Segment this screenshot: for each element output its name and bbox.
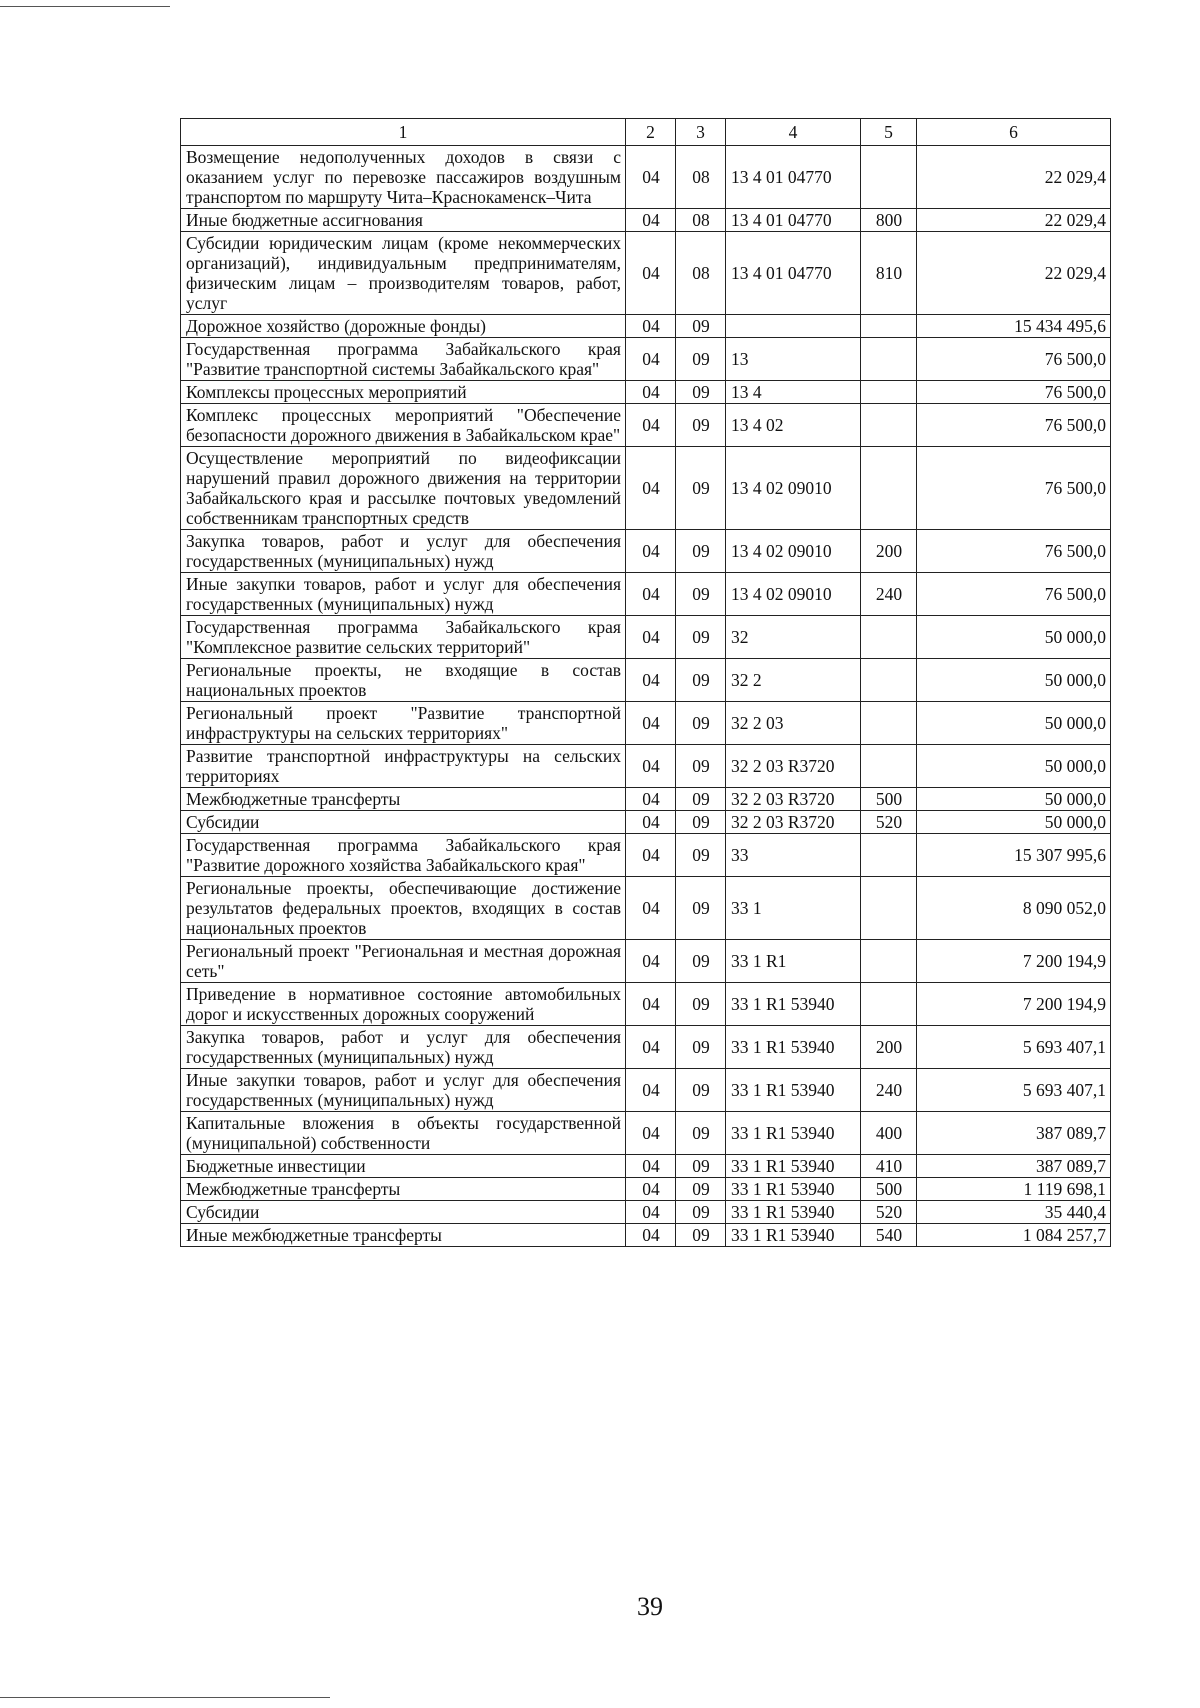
cell-section: 04 bbox=[626, 1201, 676, 1224]
cell-name: Субсидии bbox=[181, 1201, 626, 1224]
table-row bbox=[181, 983, 1111, 1026]
cell-sum: 7 200 194,9 bbox=[917, 983, 1111, 1026]
cell-article: 33 1 R1 53940 bbox=[726, 1026, 861, 1069]
cell-name: Иные закупки товаров, работ и услуг для обеспечения государственных (муниципальных) нужд bbox=[181, 1069, 626, 1112]
cell-expense-type: 800 bbox=[861, 209, 917, 232]
cell-expense-type: 520 bbox=[861, 811, 917, 834]
table-row bbox=[181, 146, 1111, 209]
cell-article: 32 2 03 R3720 bbox=[726, 745, 861, 788]
cell-article: 13 4 02 bbox=[726, 404, 861, 447]
cell-subsection: 09 bbox=[676, 1201, 726, 1224]
table-row bbox=[181, 940, 1111, 983]
cell-sum: 1 119 698,1 bbox=[917, 1178, 1111, 1201]
cell-subsection: 09 bbox=[676, 659, 726, 702]
cell-expense-type bbox=[861, 381, 917, 404]
cell-article: 32 bbox=[726, 616, 861, 659]
cell-name: Развитие транспортной инфраструктуры на сельских территориях bbox=[181, 745, 626, 788]
cell-section: 04 bbox=[626, 702, 676, 745]
cell-article: 13 4 01 04770 bbox=[726, 209, 861, 232]
cell-expense-type bbox=[861, 834, 917, 877]
cell-section: 04 bbox=[626, 834, 676, 877]
cell-subsection: 09 bbox=[676, 315, 726, 338]
cell-expense-type: 400 bbox=[861, 1112, 917, 1155]
cell-subsection: 09 bbox=[676, 573, 726, 616]
cell-subsection: 09 bbox=[676, 1224, 726, 1247]
cell-section: 04 bbox=[626, 530, 676, 573]
table-row bbox=[181, 659, 1111, 702]
cell-section: 04 bbox=[626, 209, 676, 232]
table-row bbox=[181, 1224, 1111, 1247]
table-row bbox=[181, 1155, 1111, 1178]
cell-expense-type bbox=[861, 940, 917, 983]
header-col-3: 3 bbox=[676, 119, 726, 146]
table-row bbox=[181, 834, 1111, 877]
cell-sum: 76 500,0 bbox=[917, 530, 1111, 573]
cell-name: Приведение в нормативное состояние автомобильных дорог и искусственных дорожных сооружений bbox=[181, 983, 626, 1026]
cell-sum: 50 000,0 bbox=[917, 659, 1111, 702]
cell-sum: 76 500,0 bbox=[917, 573, 1111, 616]
cell-expense-type: 240 bbox=[861, 1069, 917, 1112]
budget-table bbox=[180, 118, 1111, 1247]
cell-expense-type bbox=[861, 659, 917, 702]
cell-name: Осуществление мероприятий по видеофиксации нарушений правил дорожного движения на территории Забайкальского края и рассылке почтовых уведомлений собственникам транспортных средств bbox=[181, 447, 626, 530]
cell-name: Закупка товаров, работ и услуг для обеспечения государственных (муниципальных) нужд bbox=[181, 1026, 626, 1069]
cell-sum: 1 084 257,7 bbox=[917, 1224, 1111, 1247]
table-row bbox=[181, 1112, 1111, 1155]
page-number: 39 bbox=[637, 1592, 663, 1621]
cell-article: 33 1 R1 53940 bbox=[726, 1224, 861, 1247]
cell-sum: 15 434 495,6 bbox=[917, 315, 1111, 338]
cell-subsection: 09 bbox=[676, 381, 726, 404]
cell-article: 13 4 02 09010 bbox=[726, 530, 861, 573]
cell-sum: 50 000,0 bbox=[917, 616, 1111, 659]
cell-article: 33 bbox=[726, 834, 861, 877]
table-row bbox=[181, 1069, 1111, 1112]
scan-edge-line-bottom bbox=[0, 1697, 330, 1698]
cell-expense-type: 500 bbox=[861, 1178, 917, 1201]
cell-subsection: 09 bbox=[676, 404, 726, 447]
cell-expense-type: 520 bbox=[861, 1201, 917, 1224]
cell-expense-type bbox=[861, 877, 917, 940]
cell-subsection: 09 bbox=[676, 338, 726, 381]
table-row bbox=[181, 788, 1111, 811]
cell-sum: 8 090 052,0 bbox=[917, 877, 1111, 940]
cell-name: Закупка товаров, работ и услуг для обеспечения государственных (муниципальных) нужд bbox=[181, 530, 626, 573]
cell-article: 13 4 bbox=[726, 381, 861, 404]
cell-sum: 76 500,0 bbox=[917, 381, 1111, 404]
cell-name: Государственная программа Забайкальского края "Развитие дорожного хозяйства Забайкальского края" bbox=[181, 834, 626, 877]
cell-name: Межбюджетные трансферты bbox=[181, 1178, 626, 1201]
cell-section: 04 bbox=[626, 404, 676, 447]
cell-subsection: 09 bbox=[676, 1155, 726, 1178]
scan-edge-line-top bbox=[0, 6, 170, 7]
cell-expense-type bbox=[861, 404, 917, 447]
cell-name: Региональный проект "Региональная и местная дорожная сеть" bbox=[181, 940, 626, 983]
table-row bbox=[181, 616, 1111, 659]
cell-name: Бюджетные инвестиции bbox=[181, 1155, 626, 1178]
cell-name: Государственная программа Забайкальского края "Комплексное развитие сельских территорий" bbox=[181, 616, 626, 659]
cell-section: 04 bbox=[626, 338, 676, 381]
cell-sum: 15 307 995,6 bbox=[917, 834, 1111, 877]
cell-expense-type bbox=[861, 315, 917, 338]
cell-name: Возмещение недополученных доходов в связи с оказанием услуг по перевозке пассажиров воздушным транспортом по маршруту Чита–Краснокаменск–Чита bbox=[181, 146, 626, 209]
table-row bbox=[181, 232, 1111, 315]
table-row bbox=[181, 338, 1111, 381]
cell-expense-type bbox=[861, 983, 917, 1026]
cell-section: 04 bbox=[626, 1178, 676, 1201]
cell-name: Дорожное хозяйство (дорожные фонды) bbox=[181, 315, 626, 338]
cell-expense-type: 540 bbox=[861, 1224, 917, 1247]
table-row bbox=[181, 702, 1111, 745]
cell-subsection: 09 bbox=[676, 530, 726, 573]
cell-subsection: 09 bbox=[676, 983, 726, 1026]
cell-sum: 76 500,0 bbox=[917, 447, 1111, 530]
cell-section: 04 bbox=[626, 573, 676, 616]
cell-name: Иные закупки товаров, работ и услуг для обеспечения государственных (муниципальных) нужд bbox=[181, 573, 626, 616]
cell-sum: 22 029,4 bbox=[917, 232, 1111, 315]
cell-section: 04 bbox=[626, 1224, 676, 1247]
cell-section: 04 bbox=[626, 788, 676, 811]
cell-article: 33 1 R1 53940 bbox=[726, 983, 861, 1026]
table-header-row bbox=[181, 119, 1111, 146]
cell-sum: 22 029,4 bbox=[917, 146, 1111, 209]
cell-name: Региональные проекты, обеспечивающие достижение результатов федеральных проектов, входящих в состав национальных проектов bbox=[181, 877, 626, 940]
cell-section: 04 bbox=[626, 232, 676, 315]
table-row bbox=[181, 1178, 1111, 1201]
cell-article: 32 2 03 R3720 bbox=[726, 788, 861, 811]
cell-section: 04 bbox=[626, 447, 676, 530]
cell-subsection: 09 bbox=[676, 1069, 726, 1112]
cell-name: Региональные проекты, не входящие в состав национальных проектов bbox=[181, 659, 626, 702]
cell-section: 04 bbox=[626, 381, 676, 404]
cell-expense-type bbox=[861, 338, 917, 381]
cell-article: 32 2 03 bbox=[726, 702, 861, 745]
cell-section: 04 bbox=[626, 1069, 676, 1112]
cell-section: 04 bbox=[626, 983, 676, 1026]
table-body bbox=[181, 146, 1111, 1247]
cell-subsection: 09 bbox=[676, 1178, 726, 1201]
cell-article: 13 4 01 04770 bbox=[726, 146, 861, 209]
cell-section: 04 bbox=[626, 940, 676, 983]
cell-name: Комплекс процессных мероприятий "Обеспечение безопасности дорожного движения в Забайкальском крае" bbox=[181, 404, 626, 447]
cell-section: 04 bbox=[626, 1155, 676, 1178]
cell-subsection: 09 bbox=[676, 745, 726, 788]
cell-section: 04 bbox=[626, 1026, 676, 1069]
header-col-4: 4 bbox=[726, 119, 861, 146]
cell-article: 33 1 R1 53940 bbox=[726, 1155, 861, 1178]
cell-sum: 387 089,7 bbox=[917, 1112, 1111, 1155]
cell-expense-type bbox=[861, 616, 917, 659]
cell-name: Иные бюджетные ассигнования bbox=[181, 209, 626, 232]
cell-sum: 5 693 407,1 bbox=[917, 1026, 1111, 1069]
cell-subsection: 09 bbox=[676, 1112, 726, 1155]
cell-section: 04 bbox=[626, 811, 676, 834]
cell-subsection: 09 bbox=[676, 877, 726, 940]
table-row bbox=[181, 447, 1111, 530]
cell-sum: 387 089,7 bbox=[917, 1155, 1111, 1178]
cell-sum: 76 500,0 bbox=[917, 338, 1111, 381]
cell-section: 04 bbox=[626, 877, 676, 940]
cell-sum: 50 000,0 bbox=[917, 788, 1111, 811]
header-col-1: 1 bbox=[181, 119, 626, 146]
cell-subsection: 09 bbox=[676, 702, 726, 745]
header-col-5: 5 bbox=[861, 119, 917, 146]
cell-subsection: 08 bbox=[676, 209, 726, 232]
cell-article: 33 1 R1 bbox=[726, 940, 861, 983]
cell-article: 32 2 bbox=[726, 659, 861, 702]
cell-sum: 22 029,4 bbox=[917, 209, 1111, 232]
table-row bbox=[181, 381, 1111, 404]
cell-expense-type: 500 bbox=[861, 788, 917, 811]
cell-expense-type bbox=[861, 745, 917, 788]
table-row bbox=[181, 877, 1111, 940]
cell-article: 32 2 03 R3720 bbox=[726, 811, 861, 834]
cell-article: 33 1 R1 53940 bbox=[726, 1178, 861, 1201]
table-row bbox=[181, 530, 1111, 573]
cell-sum: 76 500,0 bbox=[917, 404, 1111, 447]
cell-subsection: 09 bbox=[676, 940, 726, 983]
cell-sum: 50 000,0 bbox=[917, 745, 1111, 788]
cell-sum: 50 000,0 bbox=[917, 702, 1111, 745]
cell-article: 13 bbox=[726, 338, 861, 381]
cell-expense-type: 200 bbox=[861, 1026, 917, 1069]
cell-subsection: 09 bbox=[676, 811, 726, 834]
cell-section: 04 bbox=[626, 315, 676, 338]
cell-subsection: 09 bbox=[676, 1026, 726, 1069]
cell-subsection: 09 bbox=[676, 447, 726, 530]
cell-sum: 35 440,4 bbox=[917, 1201, 1111, 1224]
cell-section: 04 bbox=[626, 745, 676, 788]
cell-article: 33 1 R1 53940 bbox=[726, 1069, 861, 1112]
table-row bbox=[181, 315, 1111, 338]
cell-name: Государственная программа Забайкальского края "Развитие транспортной системы Забайкальского края" bbox=[181, 338, 626, 381]
cell-expense-type: 240 bbox=[861, 573, 917, 616]
cell-name: Межбюджетные трансферты bbox=[181, 788, 626, 811]
table-row bbox=[181, 745, 1111, 788]
table-row bbox=[181, 404, 1111, 447]
cell-expense-type bbox=[861, 146, 917, 209]
cell-sum: 50 000,0 bbox=[917, 811, 1111, 834]
header-col-2: 2 bbox=[626, 119, 676, 146]
cell-article: 33 1 bbox=[726, 877, 861, 940]
cell-expense-type: 200 bbox=[861, 530, 917, 573]
cell-article: 33 1 R1 53940 bbox=[726, 1201, 861, 1224]
cell-article: 13 4 02 09010 bbox=[726, 447, 861, 530]
cell-name: Иные межбюджетные трансферты bbox=[181, 1224, 626, 1247]
cell-subsection: 09 bbox=[676, 616, 726, 659]
cell-sum: 7 200 194,9 bbox=[917, 940, 1111, 983]
table-row bbox=[181, 209, 1111, 232]
table-row bbox=[181, 573, 1111, 616]
header-col-6: 6 bbox=[917, 119, 1111, 146]
cell-subsection: 09 bbox=[676, 834, 726, 877]
cell-name: Комплексы процессных мероприятий bbox=[181, 381, 626, 404]
cell-name: Капитальные вложения в объекты государственной (муниципальной) собственности bbox=[181, 1112, 626, 1155]
cell-expense-type bbox=[861, 447, 917, 530]
cell-article: 13 4 01 04770 bbox=[726, 232, 861, 315]
cell-expense-type: 810 bbox=[861, 232, 917, 315]
cell-subsection: 08 bbox=[676, 146, 726, 209]
cell-name: Субсидии юридическим лицам (кроме некоммерческих организаций), индивидуальным предпринимателям, физическим лицам – производителям товаров, работ, услуг bbox=[181, 232, 626, 315]
cell-article bbox=[726, 315, 861, 338]
cell-expense-type: 410 bbox=[861, 1155, 917, 1178]
cell-subsection: 08 bbox=[676, 232, 726, 315]
table-row bbox=[181, 1026, 1111, 1069]
cell-sum: 5 693 407,1 bbox=[917, 1069, 1111, 1112]
cell-name: Субсидии bbox=[181, 811, 626, 834]
cell-section: 04 bbox=[626, 146, 676, 209]
table-row bbox=[181, 1201, 1111, 1224]
cell-article: 13 4 02 09010 bbox=[726, 573, 861, 616]
table-row bbox=[181, 811, 1111, 834]
cell-section: 04 bbox=[626, 1112, 676, 1155]
cell-subsection: 09 bbox=[676, 788, 726, 811]
cell-expense-type bbox=[861, 702, 917, 745]
cell-section: 04 bbox=[626, 616, 676, 659]
cell-article: 33 1 R1 53940 bbox=[726, 1112, 861, 1155]
cell-name: Региональный проект "Развитие транспортной инфраструктуры на сельских территориях" bbox=[181, 702, 626, 745]
cell-section: 04 bbox=[626, 659, 676, 702]
